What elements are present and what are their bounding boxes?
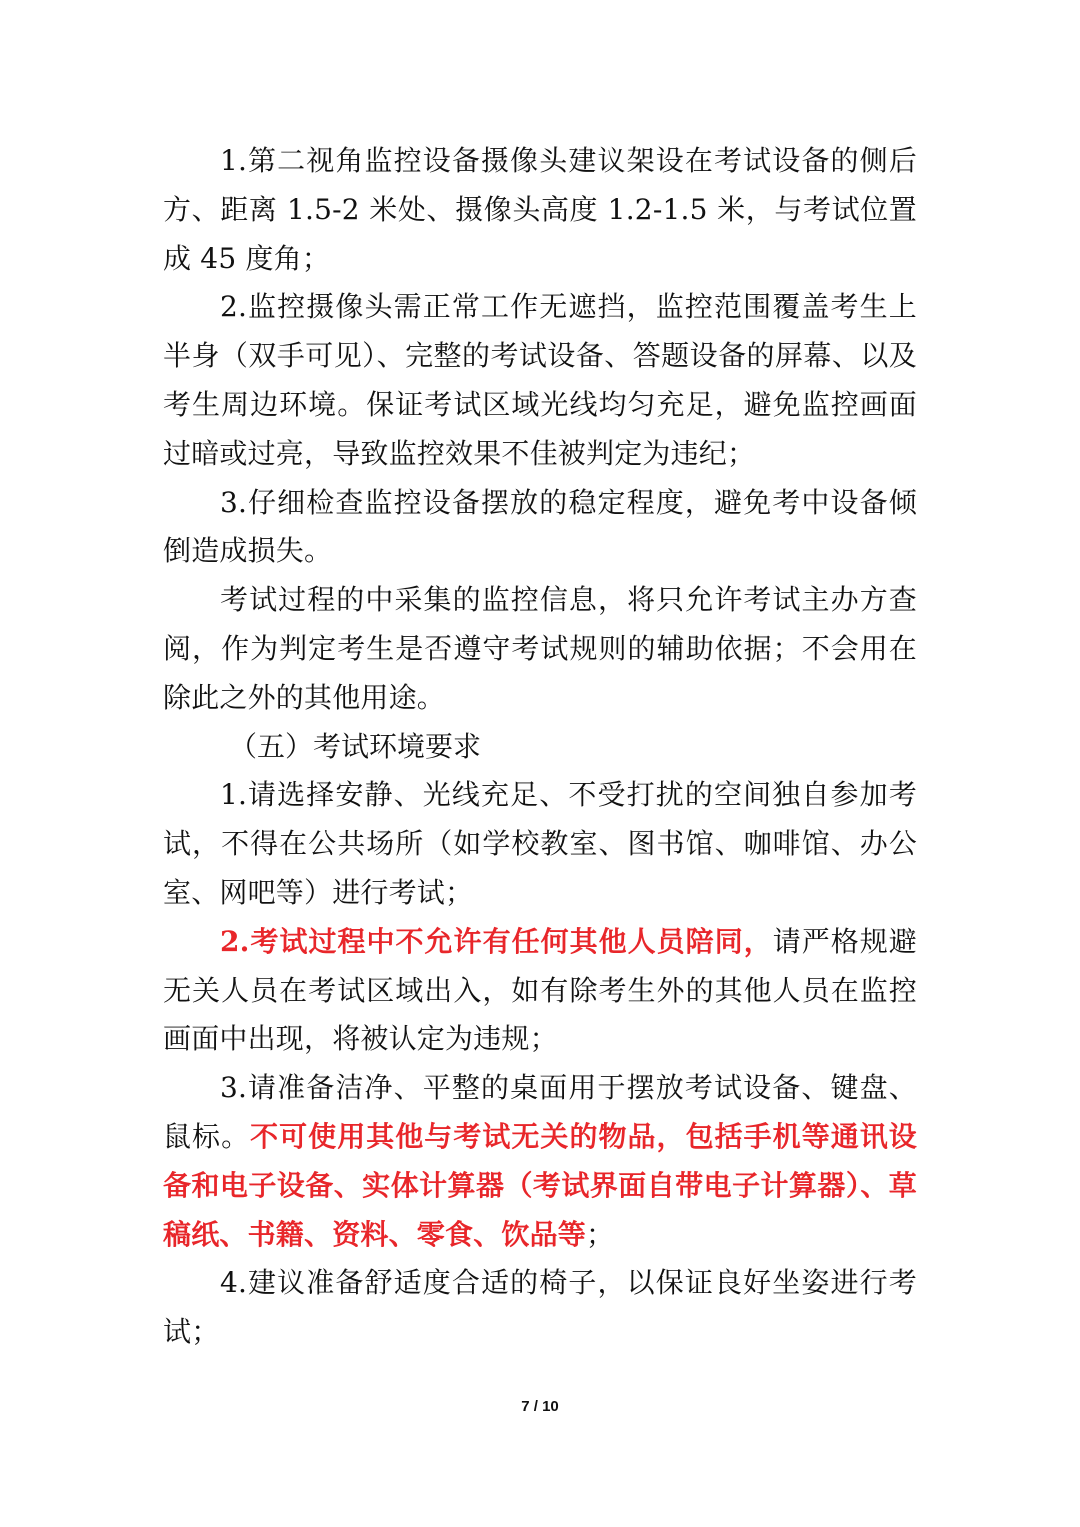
paragraph-device-stability (163, 479, 917, 577)
paragraph-no-companions-text: 请严格规避无关人员在考试区域出入，如有除考生外的其他人员在监控画面中出现，将被认定为违规； (163, 924, 917, 1056)
paragraph-clean-desk (163, 1064, 917, 1259)
paragraph-camera-position-text: 1.第二视角监控设备摄像头建议架设在考试设备的侧后方、距离 1.5-2 米处、摄像头高度 1.2-1.5 米，与考试位置成 45 度角； (163, 144, 917, 275)
page-number: 7 / 10 (521, 1398, 559, 1415)
section-heading-environment (163, 723, 917, 772)
section-heading-environment-text: （五）考试环境要求 (229, 729, 482, 763)
paragraph-clean-desk-end: ； (586, 1217, 615, 1251)
paragraph-quiet-space (163, 771, 917, 917)
paragraph-chair (163, 1259, 917, 1357)
paragraph-monitoring-privacy (163, 576, 917, 722)
paragraph-no-companions-highlight: 2.考试过程中不允许有任何其他人员陪同， (220, 924, 773, 958)
paragraph-camera-position (163, 137, 917, 283)
paragraph-device-stability-text: 3.仔细检查监控设备摆放的稳定程度，避免考中设备倾倒造成损失。 (163, 485, 917, 568)
paragraph-quiet-space-text: 1.请选择安静、光线充足、不受打扰的空间独自参加考试，不得在公共场所（如学校教室、图书馆、咖啡馆、办公室、网吧等）进行考试； (163, 778, 917, 909)
document-body (163, 137, 917, 1357)
paragraph-camera-coverage (163, 283, 917, 478)
paragraph-no-companions (163, 918, 917, 1064)
paragraph-monitoring-privacy-text: 考试过程的中采集的监控信息，将只允许考试主办方查阅，作为判定考生是否遵守考试规则的辅助依据；不会用在除此之外的其他用途。 (163, 583, 917, 714)
paragraph-chair-text: 4.建议准备舒适度合适的椅子，以保证良好坐姿进行考试； (163, 1266, 917, 1349)
paragraph-clean-desk-highlight: 不可使用其他与考试无关的物品，包括手机等通讯设备和电子设备、实体计算器（考试界面自带电子计算器）、草稿纸、书籍、资料、零食、饮品等 (163, 1119, 917, 1251)
paragraph-camera-coverage-text: 2.监控摄像头需正常工作无遮挡，监控范围覆盖考生上半身（双手可见）、完整的考试设备、答题设备的屏幕、以及考生周边环境。保证考试区域光线均匀充足，避免监控画面过暗或过亮，导致监控效果不佳被判定为违纪； (163, 290, 917, 470)
paragraph-clean-desk-text: 3.请准备洁净、平整的桌面用于摆放考试设备、键盘、鼠标。 (163, 1071, 917, 1153)
